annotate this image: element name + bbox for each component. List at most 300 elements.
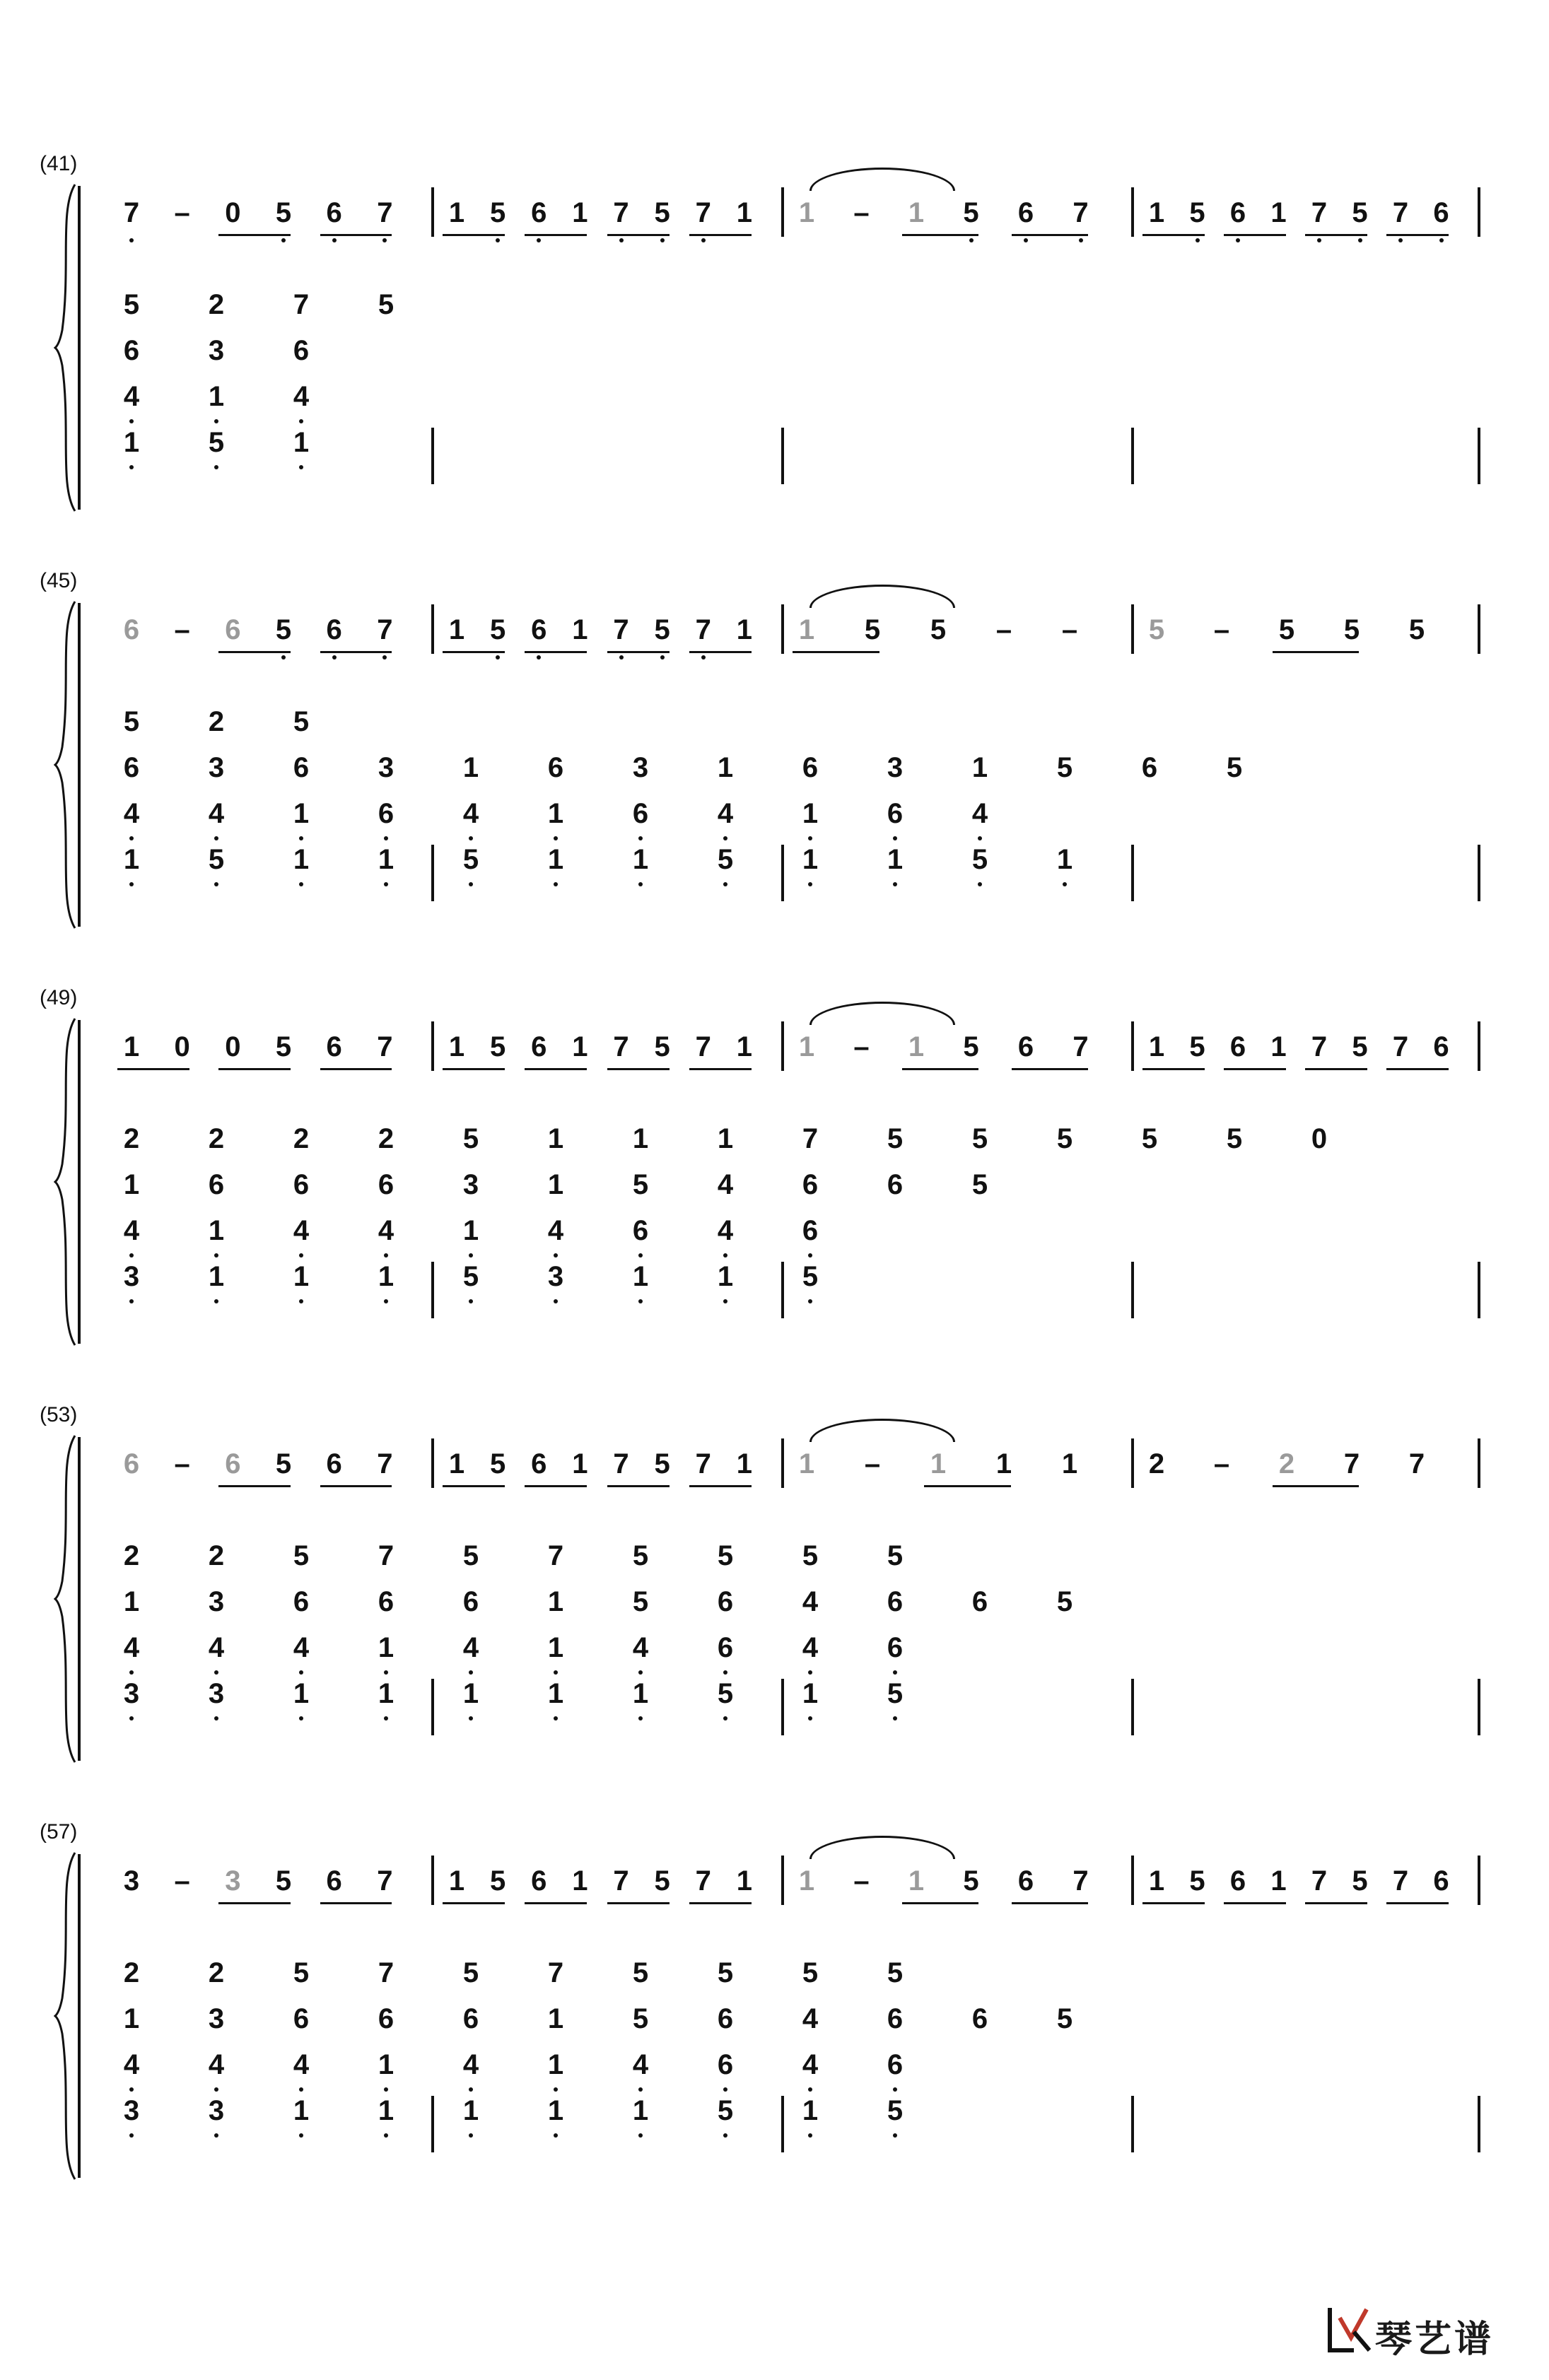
accompaniment-row xyxy=(0,1166,1549,1209)
melody-note: 5 xyxy=(654,614,670,645)
melody-note: 1 xyxy=(798,1865,815,1897)
accompaniment-note: 5 xyxy=(887,1678,904,1709)
melody-note: 7 xyxy=(1311,197,1328,228)
beam-underline xyxy=(525,1068,587,1070)
melody-note: 1 xyxy=(908,1865,925,1897)
octave-dot-below xyxy=(384,882,388,886)
octave-dot-below xyxy=(1317,238,1321,242)
melody-note: 5 xyxy=(490,1031,506,1062)
octave-dot-below xyxy=(978,836,982,840)
accompaniment-note: 5 xyxy=(632,1586,649,1617)
octave-dot-below xyxy=(723,1670,727,1675)
octave-dot-below xyxy=(808,1670,812,1675)
octave-dot-below xyxy=(1439,238,1444,242)
beam-underline xyxy=(1305,234,1367,236)
melody-note: 6 xyxy=(326,1865,342,1897)
beam-underline xyxy=(607,1902,670,1904)
melody-row xyxy=(0,611,1549,654)
octave-dot-below xyxy=(384,1716,388,1720)
octave-dot-below xyxy=(214,2133,218,2138)
octave-dot-below xyxy=(537,238,541,242)
melody-note: 1 xyxy=(908,197,925,228)
melody-note: 1 xyxy=(1148,1031,1165,1062)
accompaniment-note: 7 xyxy=(378,1540,394,1571)
accompaniment-note: 1 xyxy=(632,844,649,875)
melody-note: 1 xyxy=(798,1448,815,1479)
accompaniment-note: 5 xyxy=(971,1169,988,1200)
octave-dot-below xyxy=(723,1253,727,1258)
octave-dot-below xyxy=(808,1299,812,1303)
accompaniment-row xyxy=(0,1954,1549,1997)
beam-underline xyxy=(1273,651,1359,653)
measure-number: (53) xyxy=(40,1403,78,1426)
accompaniment-row xyxy=(0,841,1549,884)
accompaniment-note: 6 xyxy=(887,2049,904,2080)
octave-dot-below xyxy=(893,1716,897,1720)
sustain-dash: – xyxy=(174,614,190,645)
accompaniment-note: 2 xyxy=(123,1540,140,1571)
octave-dot-below xyxy=(129,465,134,469)
melody-note: 2 xyxy=(1278,1448,1295,1479)
beam-underline xyxy=(320,1068,392,1070)
melody-note: 5 xyxy=(1352,197,1368,228)
octave-dot-below xyxy=(893,882,897,886)
melody-note: 0 xyxy=(225,1031,241,1062)
accompaniment-note: 5 xyxy=(887,1540,904,1571)
melody-note: 1 xyxy=(798,614,815,645)
accompaniment-note: 1 xyxy=(123,1586,140,1617)
melody-note: 6 xyxy=(531,1448,547,1479)
melody-row xyxy=(0,1028,1549,1071)
accompaniment-note: 4 xyxy=(293,1632,310,1663)
accompaniment-note: 5 xyxy=(208,844,225,875)
octave-dot-below xyxy=(1398,238,1403,242)
accompaniment-note: 6 xyxy=(971,1586,988,1617)
beam-underline xyxy=(525,1485,587,1487)
octave-dot-below xyxy=(129,882,134,886)
beam-underline xyxy=(218,1068,291,1070)
sustain-dash: – xyxy=(853,197,870,228)
accompaniment-note: 1 xyxy=(717,1261,734,1292)
accompaniment-row xyxy=(0,286,1549,329)
accompaniment-note: 4 xyxy=(123,2049,140,2080)
melody-note: 1 xyxy=(448,1448,465,1479)
octave-dot-below xyxy=(554,882,558,886)
accompaniment-note: 1 xyxy=(547,844,564,875)
logo-icon xyxy=(1326,2301,1375,2357)
beam-underline xyxy=(1386,1902,1449,1904)
accompaniment-note: 5 xyxy=(717,2095,734,2126)
melody-note: 5 xyxy=(490,1448,506,1479)
accompaniment-note: 2 xyxy=(208,289,225,320)
octave-dot-below xyxy=(469,1253,473,1258)
accompaniment-note: 5 xyxy=(632,1957,649,1988)
beam-underline xyxy=(320,1485,392,1487)
octave-dot-below xyxy=(214,2087,218,2092)
accompaniment-note: 1 xyxy=(378,1678,394,1709)
octave-dot-below xyxy=(723,882,727,886)
accompaniment-note: 1 xyxy=(547,2003,564,2034)
accompaniment-note: 4 xyxy=(971,798,988,829)
beam-underline xyxy=(1012,234,1088,236)
accompaniment-note: 1 xyxy=(547,1678,564,1709)
octave-dot-below xyxy=(214,1299,218,1303)
accompaniment-note: 5 xyxy=(293,1540,310,1571)
accompaniment-note: 4 xyxy=(717,1215,734,1246)
accompaniment-note: 1 xyxy=(632,1123,649,1154)
melody-note: 6 xyxy=(531,197,547,228)
melody-note: 1 xyxy=(1270,1031,1287,1062)
accompaniment-row xyxy=(0,1629,1549,1672)
octave-dot-below xyxy=(214,1253,218,1258)
measure-number: (45) xyxy=(40,569,78,592)
melody-note: 5 xyxy=(963,197,979,228)
melody-note: 1 xyxy=(908,1031,925,1062)
accompaniment-note: 2 xyxy=(123,1957,140,1988)
melody-note: 7 xyxy=(1072,1031,1089,1062)
accompaniment-note: 1 xyxy=(462,1678,479,1709)
accompaniment-note: 6 xyxy=(378,1169,394,1200)
octave-dot-below xyxy=(1079,238,1083,242)
beam-underline xyxy=(902,1068,978,1070)
accompaniment-note: 1 xyxy=(971,752,988,783)
beam-underline xyxy=(1012,1068,1088,1070)
accompaniment-note: 1 xyxy=(293,427,310,458)
sustain-dash: – xyxy=(864,1448,881,1479)
accompaniment-note: 5 xyxy=(462,1261,479,1292)
beam-underline xyxy=(902,1902,978,1904)
accompaniment-note: 5 xyxy=(632,2003,649,2034)
octave-dot-below xyxy=(723,836,727,840)
octave-dot-below xyxy=(638,882,643,886)
melody-note: 7 xyxy=(377,1448,393,1479)
accompaniment-note: 1 xyxy=(208,381,225,412)
accompaniment-note: 4 xyxy=(802,2003,819,2034)
accompaniment-note: 6 xyxy=(717,2003,734,2034)
octave-dot-below xyxy=(1063,882,1067,886)
octave-dot-below xyxy=(214,836,218,840)
score-system xyxy=(0,152,1549,548)
melody-note: 7 xyxy=(1392,197,1409,228)
accompaniment-note: 4 xyxy=(632,2049,649,2080)
beam-underline xyxy=(525,234,587,236)
accompaniment-note: 5 xyxy=(717,844,734,875)
melody-note: 7 xyxy=(695,1448,711,1479)
beam-underline xyxy=(1142,1902,1205,1904)
accompaniment-note: 1 xyxy=(632,2095,649,2126)
melody-note: 1 xyxy=(123,1031,140,1062)
accompaniment-note: 5 xyxy=(293,706,310,737)
beam-underline xyxy=(443,651,505,653)
octave-dot-below xyxy=(299,836,303,840)
melody-note: 7 xyxy=(1343,1448,1360,1479)
accompaniment-note: 6 xyxy=(802,752,819,783)
octave-dot-below xyxy=(129,1716,134,1720)
accompaniment-note: 7 xyxy=(378,1957,394,1988)
melody-note: 5 xyxy=(963,1865,979,1897)
accompaniment-note: 3 xyxy=(378,752,394,783)
melody-note: 6 xyxy=(531,614,547,645)
score-system xyxy=(0,1403,1549,1799)
octave-dot-below xyxy=(723,2087,727,2092)
sustain-dash: – xyxy=(1061,614,1078,645)
octave-dot-below xyxy=(129,1670,134,1675)
accompaniment-note: 3 xyxy=(887,752,904,783)
accompaniment-note: 3 xyxy=(208,752,225,783)
octave-dot-below xyxy=(660,238,665,242)
accompaniment-note: 5 xyxy=(717,1678,734,1709)
accompaniment-note: 6 xyxy=(887,1632,904,1663)
accompaniment-note: 5 xyxy=(123,706,140,737)
octave-dot-below xyxy=(808,836,812,840)
octave-dot-below xyxy=(638,1716,643,1720)
tie-slur xyxy=(809,585,955,608)
melody-note: 7 xyxy=(377,197,393,228)
accompaniment-note: 4 xyxy=(462,798,479,829)
accompaniment-note: 6 xyxy=(208,1169,225,1200)
octave-dot-below xyxy=(969,238,974,242)
octave-dot-below xyxy=(299,2133,303,2138)
accompaniment-note: 1 xyxy=(802,798,819,829)
melody-note: 1 xyxy=(572,197,588,228)
melody-note: 5 xyxy=(490,197,506,228)
sustain-dash: – xyxy=(174,1865,190,1897)
beam-underline xyxy=(689,1068,752,1070)
melody-note: 5 xyxy=(275,197,292,228)
accompaniment-note: 2 xyxy=(293,1123,310,1154)
melody-note: 5 xyxy=(1278,614,1295,645)
octave-dot-below xyxy=(469,2133,473,2138)
accompaniment-note: 4 xyxy=(632,1632,649,1663)
accompaniment-note: 1 xyxy=(293,1261,310,1292)
accompaniment-note: 5 xyxy=(1056,2003,1073,2034)
accompaniment-note: 5 xyxy=(971,844,988,875)
accompaniment-note: 1 xyxy=(378,1261,394,1292)
accompaniment-note: 3 xyxy=(123,1678,140,1709)
accompaniment-note: 6 xyxy=(802,1215,819,1246)
melody-note: 6 xyxy=(123,614,140,645)
accompaniment-note: 1 xyxy=(632,1678,649,1709)
accompaniment-note: 4 xyxy=(123,1632,140,1663)
melody-note: 3 xyxy=(123,1865,140,1897)
melody-note: 6 xyxy=(1017,197,1034,228)
melody-note: 1 xyxy=(1148,1865,1165,1897)
octave-dot-below xyxy=(281,655,286,660)
melody-note: 6 xyxy=(1433,1031,1449,1062)
accompaniment-row xyxy=(0,332,1549,375)
beam-underline xyxy=(218,234,291,236)
accompaniment-note: 7 xyxy=(802,1123,819,1154)
melody-note: 5 xyxy=(1189,1031,1205,1062)
accompaniment-row xyxy=(0,2046,1549,2089)
beam-underline xyxy=(607,1068,670,1070)
melody-note: 5 xyxy=(275,1031,292,1062)
accompaniment-row xyxy=(0,2000,1549,2043)
accompaniment-note: 2 xyxy=(123,1123,140,1154)
accompaniment-note: 1 xyxy=(293,1678,310,1709)
accompaniment-note: 1 xyxy=(378,844,394,875)
beam-underline xyxy=(689,1485,752,1487)
melody-row xyxy=(0,194,1549,237)
accompaniment-note: 5 xyxy=(208,427,225,458)
octave-dot-below xyxy=(382,238,387,242)
octave-dot-below xyxy=(1358,238,1362,242)
octave-dot-below xyxy=(129,419,134,423)
accompaniment-note: 5 xyxy=(1056,752,1073,783)
melody-note: 5 xyxy=(275,1448,292,1479)
accompaniment-note: 5 xyxy=(802,1261,819,1292)
octave-dot-below xyxy=(299,2087,303,2092)
beam-underline xyxy=(320,1902,392,1904)
octave-dot-below xyxy=(808,2087,812,2092)
melody-note: 6 xyxy=(123,1448,140,1479)
accompaniment-note: 6 xyxy=(971,2003,988,2034)
octave-dot-below xyxy=(554,836,558,840)
octave-dot-below xyxy=(808,1716,812,1720)
octave-dot-below xyxy=(537,655,541,660)
tie-slur xyxy=(809,1419,955,1442)
accompaniment-note: 3 xyxy=(208,1586,225,1617)
melody-note: 6 xyxy=(326,197,342,228)
octave-dot-below xyxy=(384,2087,388,2092)
measure-number: (57) xyxy=(40,1820,78,1843)
melody-note: 7 xyxy=(1392,1865,1409,1897)
accompaniment-note: 0 xyxy=(1311,1123,1328,1154)
melody-note: 1 xyxy=(1270,197,1287,228)
accompaniment-note: 5 xyxy=(717,1957,734,1988)
octave-dot-below xyxy=(808,882,812,886)
octave-dot-below xyxy=(893,2087,897,2092)
melody-note: 5 xyxy=(490,614,506,645)
accompaniment-note: 1 xyxy=(462,1215,479,1246)
melody-note: 6 xyxy=(1017,1031,1034,1062)
octave-dot-below xyxy=(129,238,134,242)
octave-dot-below xyxy=(299,882,303,886)
octave-dot-below xyxy=(554,2087,558,2092)
accompaniment-note: 1 xyxy=(462,2095,479,2126)
beam-underline xyxy=(1224,1068,1286,1070)
octave-dot-below xyxy=(384,1670,388,1675)
accompaniment-note: 1 xyxy=(632,1261,649,1292)
melody-row xyxy=(0,1446,1549,1488)
melody-note: 1 xyxy=(930,1448,947,1479)
octave-dot-below xyxy=(384,1299,388,1303)
beam-underline xyxy=(1142,234,1205,236)
octave-dot-below xyxy=(299,465,303,469)
beam-underline xyxy=(1305,1902,1367,1904)
accompaniment-note: 1 xyxy=(1056,844,1073,875)
melody-note: 1 xyxy=(448,614,465,645)
accompaniment-note: 4 xyxy=(802,1586,819,1617)
melody-note: 1 xyxy=(736,614,752,645)
octave-dot-below xyxy=(299,1670,303,1675)
beam-underline xyxy=(525,651,587,653)
logo-text: 琴艺谱 xyxy=(1375,2319,1495,2360)
octave-dot-below xyxy=(299,1716,303,1720)
melody-note: 7 xyxy=(695,614,711,645)
beam-underline xyxy=(607,651,670,653)
octave-dot-below xyxy=(808,1253,812,1258)
tie-slur xyxy=(809,168,955,191)
accompaniment-note: 6 xyxy=(293,2003,310,2034)
accompaniment-note: 1 xyxy=(293,844,310,875)
accompaniment-note: 6 xyxy=(632,1215,649,1246)
octave-dot-below xyxy=(129,836,134,840)
melody-note: 0 xyxy=(225,197,241,228)
octave-dot-below xyxy=(469,882,473,886)
beam-underline xyxy=(689,234,752,236)
accompaniment-note: 1 xyxy=(887,844,904,875)
sustain-dash: – xyxy=(853,1865,870,1897)
octave-dot-below xyxy=(638,2087,643,2092)
melody-note: 6 xyxy=(326,1448,342,1479)
octave-dot-below xyxy=(1196,238,1200,242)
melody-note: 1 xyxy=(572,1031,588,1062)
accompaniment-note: 6 xyxy=(293,1586,310,1617)
accompaniment-note: 3 xyxy=(123,1261,140,1292)
octave-dot-below xyxy=(299,1253,303,1258)
melody-note: 7 xyxy=(1408,1448,1425,1479)
melody-note: 7 xyxy=(1311,1865,1328,1897)
accompaniment-note: 6 xyxy=(717,2049,734,2080)
accompaniment-note: 1 xyxy=(293,2095,310,2126)
melody-note: 6 xyxy=(326,614,342,645)
accompaniment-row xyxy=(0,1675,1549,1718)
accompaniment-note: 4 xyxy=(378,1215,394,1246)
accompaniment-note: 7 xyxy=(547,1540,564,1571)
octave-dot-below xyxy=(638,1253,643,1258)
melody-note: 7 xyxy=(695,1031,711,1062)
octave-dot-below xyxy=(978,882,982,886)
beam-underline xyxy=(1386,234,1449,236)
accompaniment-note: 6 xyxy=(123,335,140,366)
beam-underline xyxy=(443,1485,505,1487)
melody-note: 7 xyxy=(377,1865,393,1897)
accompaniment-note: 6 xyxy=(123,752,140,783)
octave-dot-below xyxy=(129,2133,134,2138)
sustain-dash: – xyxy=(853,1031,870,1062)
beam-underline xyxy=(443,1902,505,1904)
sustain-dash: – xyxy=(1213,614,1230,645)
beam-underline xyxy=(689,1902,752,1904)
melody-note: 6 xyxy=(225,1448,241,1479)
beam-underline xyxy=(1224,1902,1286,1904)
measure-number: (49) xyxy=(40,986,78,1009)
accompaniment-note: 1 xyxy=(123,2003,140,2034)
octave-dot-below xyxy=(554,1670,558,1675)
accompaniment-note: 4 xyxy=(123,1215,140,1246)
accompaniment-note: 6 xyxy=(378,798,394,829)
beam-underline xyxy=(218,1902,291,1904)
accompaniment-note: 5 xyxy=(462,1957,479,1988)
accompaniment-note: 1 xyxy=(547,2049,564,2080)
accompaniment-note: 6 xyxy=(293,752,310,783)
accompaniment-note: 5 xyxy=(1141,1123,1158,1154)
melody-note: 6 xyxy=(326,1031,342,1062)
melody-note: 1 xyxy=(448,1865,465,1897)
melody-note: 6 xyxy=(1229,197,1246,228)
accompaniment-note: 3 xyxy=(632,752,649,783)
octave-dot-below xyxy=(214,465,218,469)
octave-dot-below xyxy=(723,1299,727,1303)
accompaniment-note: 3 xyxy=(208,335,225,366)
octave-dot-below xyxy=(214,419,218,423)
melody-note: 6 xyxy=(225,614,241,645)
octave-dot-below xyxy=(638,1670,643,1675)
score-system xyxy=(0,1820,1549,2216)
beam-underline xyxy=(443,234,505,236)
melody-note: 1 xyxy=(995,1448,1012,1479)
